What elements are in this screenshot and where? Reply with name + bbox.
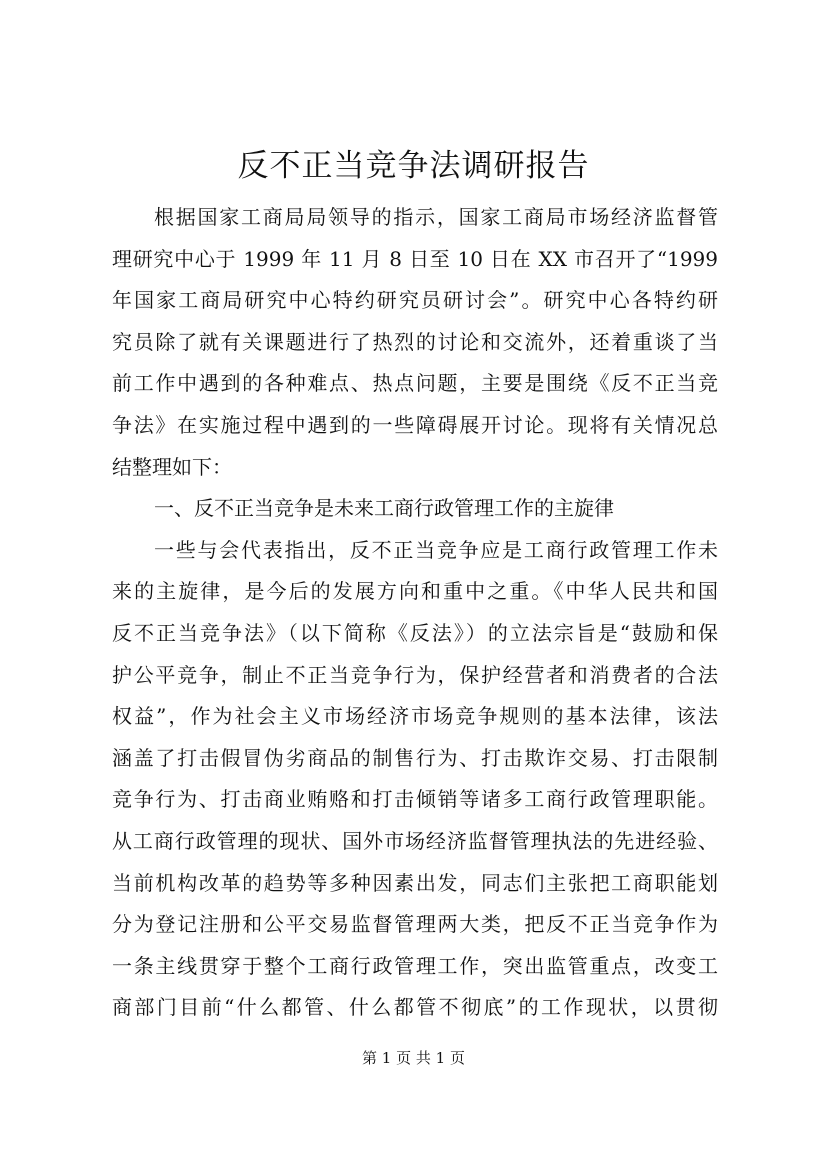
text-line: 争法》在实施过程中遇到的一些障碍展开讨论。现将有关情况总: [112, 412, 718, 437]
document-title: 反不正当竞争法调研报告: [237, 148, 590, 184]
text-line: 商部门目前“什么都管、什么都管不彻底”的工作现状，以贯彻: [112, 995, 718, 1020]
text-line: 从工商行政管理的现状、国外市场经济监督管理执法的先进经验、: [112, 828, 718, 853]
document-body: [112, 197, 718, 1029]
text-line: 来的主旋律，是今后的发展方向和重中之重。《中华人民共和国: [112, 579, 718, 604]
text-line: 理研究中心于 1999 年 11 月 8 日至 10 日在 XX 市召开了“1999: [112, 246, 718, 271]
text-line: 护公平竞争，制止不正当竞争行为，保护经营者和消费者的合法: [112, 662, 718, 687]
text-line: 一条主线贯穿于整个工商行政管理工作，突出监管重点，改变工: [112, 953, 718, 978]
text-line: 反不正当竞争法》（以下简称《反法》）的立法宗旨是“鼓励和保: [112, 620, 718, 645]
text-line: 竞争行为、打击商业贿赂和打击倾销等诸多工商行政管理职能。: [112, 787, 718, 812]
text-line: 前工作中遇到的各种难点、热点问题，主要是围绕《反不正当竞: [112, 371, 718, 396]
text-line: 分为登记注册和公平交易监督管理两大类，把反不正当竞争作为: [112, 912, 718, 937]
text-line: 当前机构改革的趋势等多种因素出发，同志们主张把工商职能划: [112, 870, 718, 895]
text-line: 结整理如下：: [112, 454, 232, 479]
text-line: 一些与会代表指出，反不正当竞争应是工商行政管理工作未: [154, 537, 718, 562]
text-line: 究员除了就有关课题进行了热烈的讨论和交流外，还着重谈了当: [112, 329, 718, 354]
page-number: 第 1 页 共 1 页: [362, 1049, 465, 1067]
text-line: 年国家工商局研究中心特约研究员研讨会”。研究中心各特约研: [112, 288, 718, 313]
text-line: 涵盖了打击假冒伪劣商品的制售行为、打击欺诈交易、打击限制: [112, 745, 718, 770]
section-heading: 一、反不正当竞争是未来工商行政管理工作的主旋律: [154, 496, 614, 521]
text-line: 权益”，作为社会主义市场经济市场竞争规则的基本法律，该法: [112, 704, 718, 729]
text-line: 根据国家工商局局领导的指示，国家工商局市场经济监督管: [154, 205, 718, 229]
